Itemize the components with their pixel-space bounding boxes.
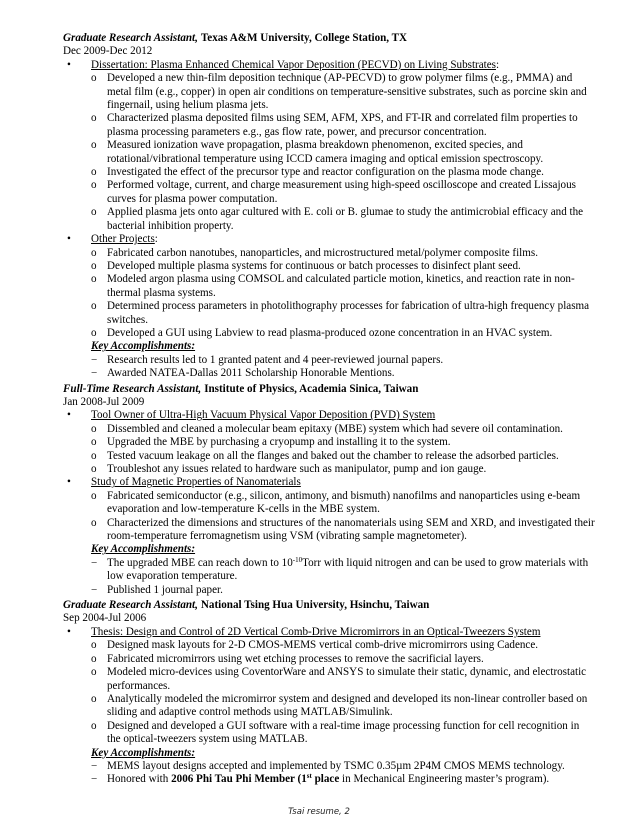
- project-bullet: [63, 626, 595, 639]
- list-item: o Fabricated micromirrors using wet etching processes to remove the sacrificial layers.: [91, 652, 484, 665]
- list-item: o Tested vacuum leakage on all the flanges and baked out the chamber to release the adsorbed particles.: [91, 449, 559, 462]
- list-item: o Applied plasma jets onto agar cultured with E. coli or B. glumae to study the antimicrobial efficacy and the bacterial inhibition property.: [91, 206, 584, 232]
- list-item: o Fabricated semiconductor (e.g., silicon, antimony, and bismuth) nanofilms and nanoparticles using e-beam evaporation and low-temperature K-cells in the MBE system.: [91, 489, 581, 516]
- job-dates: Dec 2009-Dec 2012: [63, 45, 153, 58]
- job-organization: National Tsing Hua University, Hsinchu, Taiwan: [200, 599, 430, 612]
- accomplishment-item: − Honored with 2006 Phi Tau Phi Member (1st place in Mechanical Engineering master’s program).: [91, 772, 550, 786]
- job-organization: Institute of Physics, Academia Sinica, Taiwan: [204, 382, 419, 395]
- list-item: o Developed multiple plasma systems for continuous or batch processes to disinfect plant seed.: [91, 259, 521, 272]
- list-item: o Characterized plasma deposited films using SEM, AFM, XPS, and FT-IR and correlated film properties to plasma processing parameters e.g., gas flow rate, power, and precursor concentration.: [91, 112, 578, 138]
- list-item: o Analytically modeled the micromirror system and designed and developed its non-linear controller based on sliding and adaptive control methods using MATLAB/Simulink.: [91, 692, 588, 719]
- accomplishment-item: − Research results led to 1 granted patent and 4 peer-reviewed journal papers.: [91, 353, 444, 366]
- bullet-marker: •: [67, 58, 71, 71]
- job-header: [63, 599, 595, 626]
- project-title: Other Projects: [91, 233, 155, 246]
- job-organization: Texas A&M University, College Station, TX: [200, 32, 408, 44]
- key-accomplishments-heading: Key Accomplishments:: [91, 543, 196, 556]
- project-bullet: • Dissertation: Plasma Enhanced Chemical Vapor Deposition (PECVD) on Living Substrates:: [67, 58, 500, 71]
- project-bullet: [63, 476, 595, 489]
- list-item: o Modeled argon plasma using COMSOL and calculated particle motion, kinetics, and reaction rate in non-thermal plasma systems.: [91, 273, 575, 299]
- page-footer: Tsai resume, 2: [288, 807, 350, 817]
- accomplishment-item: − The upgraded MBE can reach down to $10^{-10}Torr$ with liquid nitrogen and can be used to grow materials with low evaporation temperature.: [91, 555, 589, 583]
- list-item: o Designed mask layouts for 2-D CMOS-MEMS vertical comb-drive micromirrors using Cadence.: [91, 639, 539, 652]
- list-item: o Characterized the dimensions and structures of the nanomaterials using SEM and XRD, and investigated their room-temperature ferromagnetism using VSM (vibrating sample magnetometer).: [91, 516, 595, 543]
- list-item: o Developed a GUI using Labview to read plasma-produced ozone concentration in an HVAC system.: [91, 326, 553, 339]
- list-item: o Designed and developed a GUI software with a real-time image processing function for cell recognition in the optical-tweezers system using MATLAB.: [91, 719, 580, 746]
- list-item: o Dissembled and cleaned a molecular beam epitaxy (MBE) system which had severe oil contamination.: [91, 422, 563, 435]
- accomplishment-item: − Awarded NATEA-Dallas 2011 Scholarship Honorable Mentions.: [91, 367, 395, 380]
- bullet-marker: •: [67, 625, 71, 638]
- list-item: o Measured ionization wave propagation, plasma breakdown phenomenon, excited species, and rotational/vibrational temperature using ICCD camera imaging and optical emission spectroscopy.: [91, 139, 544, 165]
- bullet-marker: •: [67, 409, 71, 422]
- list-item: o Determined process parameters in photolithography processes for fabrication of ultra-high frequency plasma switches.: [91, 300, 590, 326]
- resume-page: [63, 31, 595, 787]
- project-bullet: • Other Projects:: [67, 233, 158, 246]
- list-item: o Fabricated carbon nanotubes, nanoparticles, and microstructured metal/polymer composite films.: [91, 246, 538, 259]
- key-accomplishments-heading: Key Accomplishments:: [91, 746, 196, 759]
- job-header: [63, 383, 595, 410]
- project-title: Study of Magnetic Properties of Nanomaterials: [91, 476, 301, 489]
- project-title: Tool Owner of Ultra-High Vacuum Physical Vapor Deposition (PVD) System: [91, 409, 436, 422]
- job-dates: Jan 2008-Jul 2009: [63, 395, 145, 408]
- accomplishment-item: − Published 1 journal paper.: [91, 583, 223, 596]
- list-item: o Upgraded the MBE by purchasing a cryopump and installing it to the system.: [91, 436, 451, 449]
- list-item: o Troubleshot any issues related to hardware such as manipulator, pump and ion gauge.: [91, 463, 487, 475]
- job-dates: Sep 2004-Jul 2006: [63, 612, 147, 625]
- job-role: Graduate Research Assistant,: [63, 599, 198, 612]
- bullet-marker: •: [67, 476, 71, 489]
- list-item: o Investigated the effect of the precursor type and reactor configuration on the plasma mode change.: [91, 166, 544, 179]
- job-role: Graduate Research Assistant,: [63, 32, 198, 44]
- project-bullet: [63, 409, 595, 422]
- key-accomplishments-heading: Key Accomplishments:: [91, 340, 196, 353]
- project-title: Thesis: Design and Control of 2D Vertical Comb-Drive Micromirrors in an Optical-Tweezers System: [91, 625, 541, 638]
- list-item: o Performed voltage, current, and charge measurement using high-speed oscilloscope and created Lissajous curves for plasma power computation.: [91, 179, 576, 205]
- job-role: Full-Time Research Assistant,: [63, 382, 202, 395]
- job-header: [63, 32, 595, 59]
- accomplishment-item: − MEMS layout designs accepted and implemented by TSMC 0.35µm 2P4M CMOS MEMS technology.: [91, 759, 565, 772]
- list-item: o Developed a new thin-film deposition technique (AP-PECVD) to grow polymer films (e.g., PMMA) and metal film (e.g., copper) in open air conditions on temperature-sensitive substrates, such as porcine skin and fingernail, using helium plasma jets.: [91, 72, 587, 112]
- list-item: o Modeled micro-devices using CoventorWare and ANSYS to simulate their static, dynamic, and electrostatic performances.: [91, 666, 587, 692]
- project-title: Dissertation: Plasma Enhanced Chemical Vapor Deposition (PECVD) on Living Substrates: [91, 58, 496, 71]
- bullet-marker: •: [67, 233, 71, 246]
